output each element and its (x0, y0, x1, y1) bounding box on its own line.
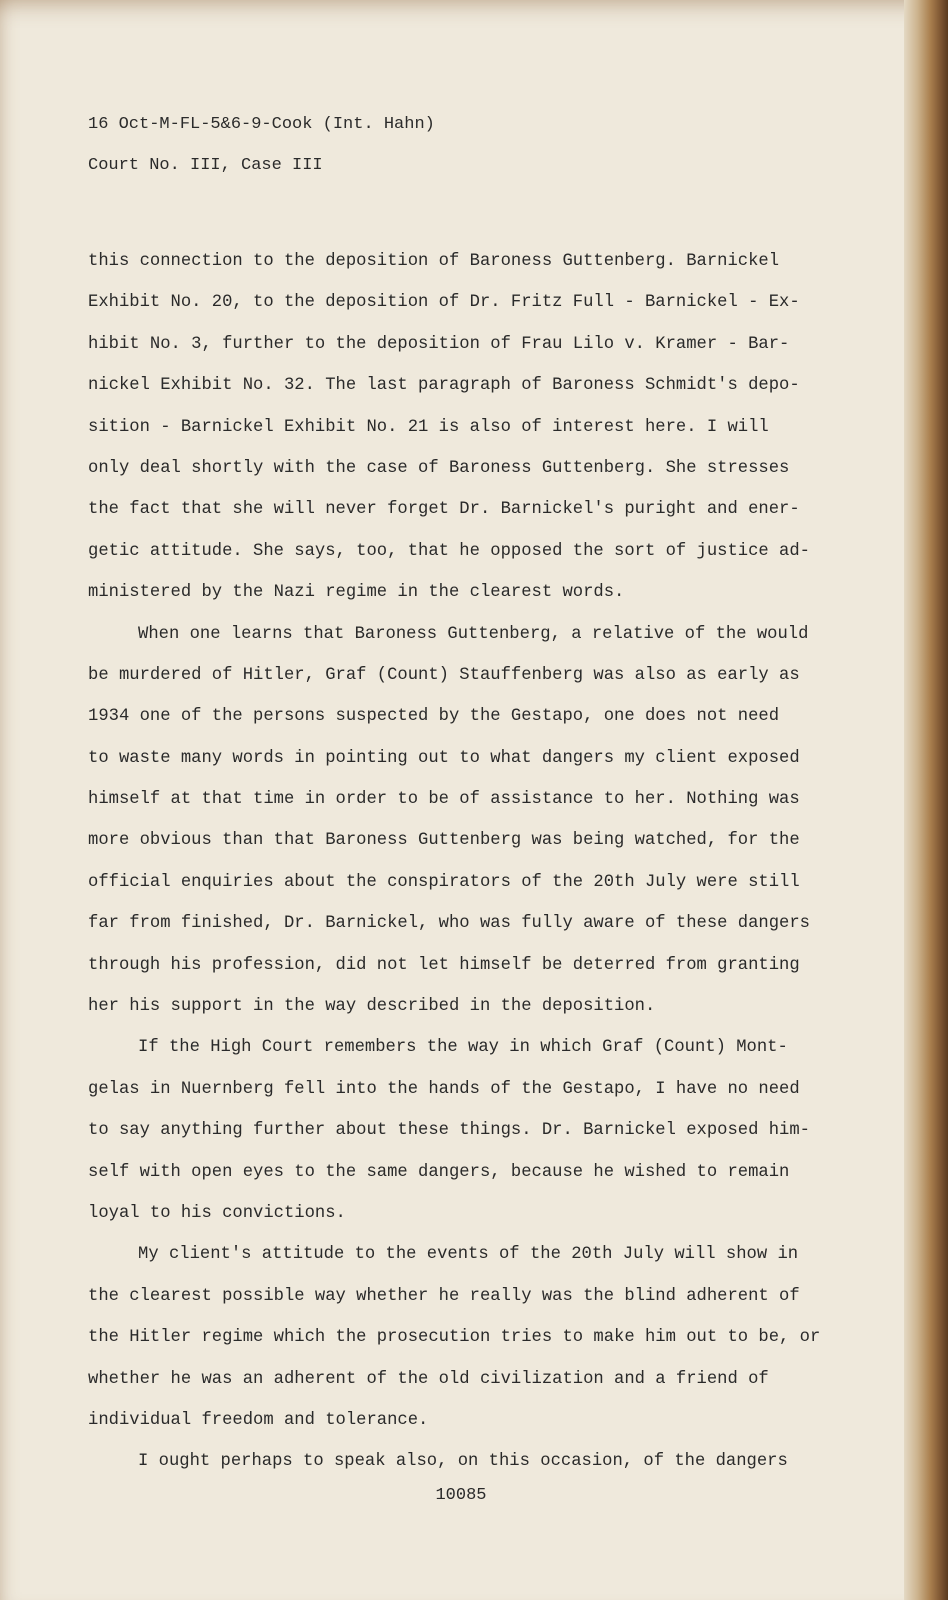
paragraph-start-line: If the High Court remembers the way in which Graf (Count) Mont- (138, 1038, 788, 1058)
text-line: sition - Barnickel Exhibit No. 21 is also of interest here. I will (88, 417, 769, 437)
text-line: this connection to the deposition of Baroness Guttenberg. Barnickel (88, 252, 780, 271)
text-line: hibit No. 3, further to the deposition of Frau Lilo v. Kramer - Bar- (88, 334, 790, 354)
text-line: getic attitude. She says, too, that he opposed the sort of justice ad- (88, 541, 810, 561)
text-line: only deal shortly with the case of Baroness Guttenberg. She stresses (88, 458, 790, 478)
document-header (88, 104, 435, 186)
paragraph-start-line: I ought perhaps to speak also, on this occasion, of the dangers (138, 1452, 788, 1472)
text-line: official enquiries about the conspirators of the 20th July were still (88, 872, 800, 892)
text-line: Exhibit No. 20, to the deposition of Dr. Fritz Full - Barnickel - Ex- (88, 293, 800, 313)
page-number: 10085 (435, 1486, 487, 1505)
header-session-line: 16 Oct-M-FL-5&6-9-Cook (Int. Hahn) (88, 115, 435, 134)
text-line: more obvious than that Baroness Guttenberg was being watched, for the (88, 831, 800, 851)
text-line: the clearest possible way whether he really was the blind adherent of (88, 1286, 800, 1306)
document-body (88, 241, 821, 1483)
text-line: nickel Exhibit No. 32. The last paragraph of Baroness Schmidt's depo- (88, 376, 800, 396)
text-line: whether he was an adherent of the old civilization and a friend of (88, 1369, 769, 1389)
text-line: self with open eyes to the same dangers, because he wished to remain (88, 1162, 790, 1182)
paragraph-start-line: When one learns that Baroness Guttenberg, a relative of the would (138, 624, 809, 644)
text-line: gelas in Nuernberg fell into the hands of the Gestapo, I have no need (88, 1079, 800, 1099)
text-line: her his support in the way described in the deposition. (88, 997, 656, 1017)
paragraph-start-line: My client's attitude to the events of the 20th July will show in (138, 1245, 799, 1265)
text-line: through his profession, did not let himself be deterred from granting (88, 955, 800, 975)
page-edge-shadow (904, 0, 948, 1600)
text-line: be murdered of Hitler, Graf (Count) Stauffenberg was also as early as (88, 665, 800, 685)
header-court-line: Court No. III, Case III (88, 156, 323, 175)
text-line: ministered by the Nazi regime in the clearest words. (88, 583, 625, 603)
text-line: to waste many words in pointing out to what dangers my client exposed (88, 748, 800, 768)
text-line: far from finished, Dr. Barnickel, who was fully aware of these dangers (88, 914, 810, 934)
text-line: 1934 one of the persons suspected by the Gestapo, one does not need (88, 707, 780, 727)
text-line: the Hitler regime which the prosecution tries to make him out to be, or (88, 1328, 821, 1348)
text-line: the fact that she will never forget Dr. Barnickel's puright and ener- (88, 500, 800, 520)
text-line: loyal to his convictions. (88, 1203, 346, 1223)
text-line: individual freedom and tolerance. (88, 1410, 429, 1430)
text-line: to say anything further about these things. Dr. Barnickel exposed him- (88, 1121, 810, 1141)
text-line: himself at that time in order to be of assistance to her. Nothing was (88, 790, 800, 810)
